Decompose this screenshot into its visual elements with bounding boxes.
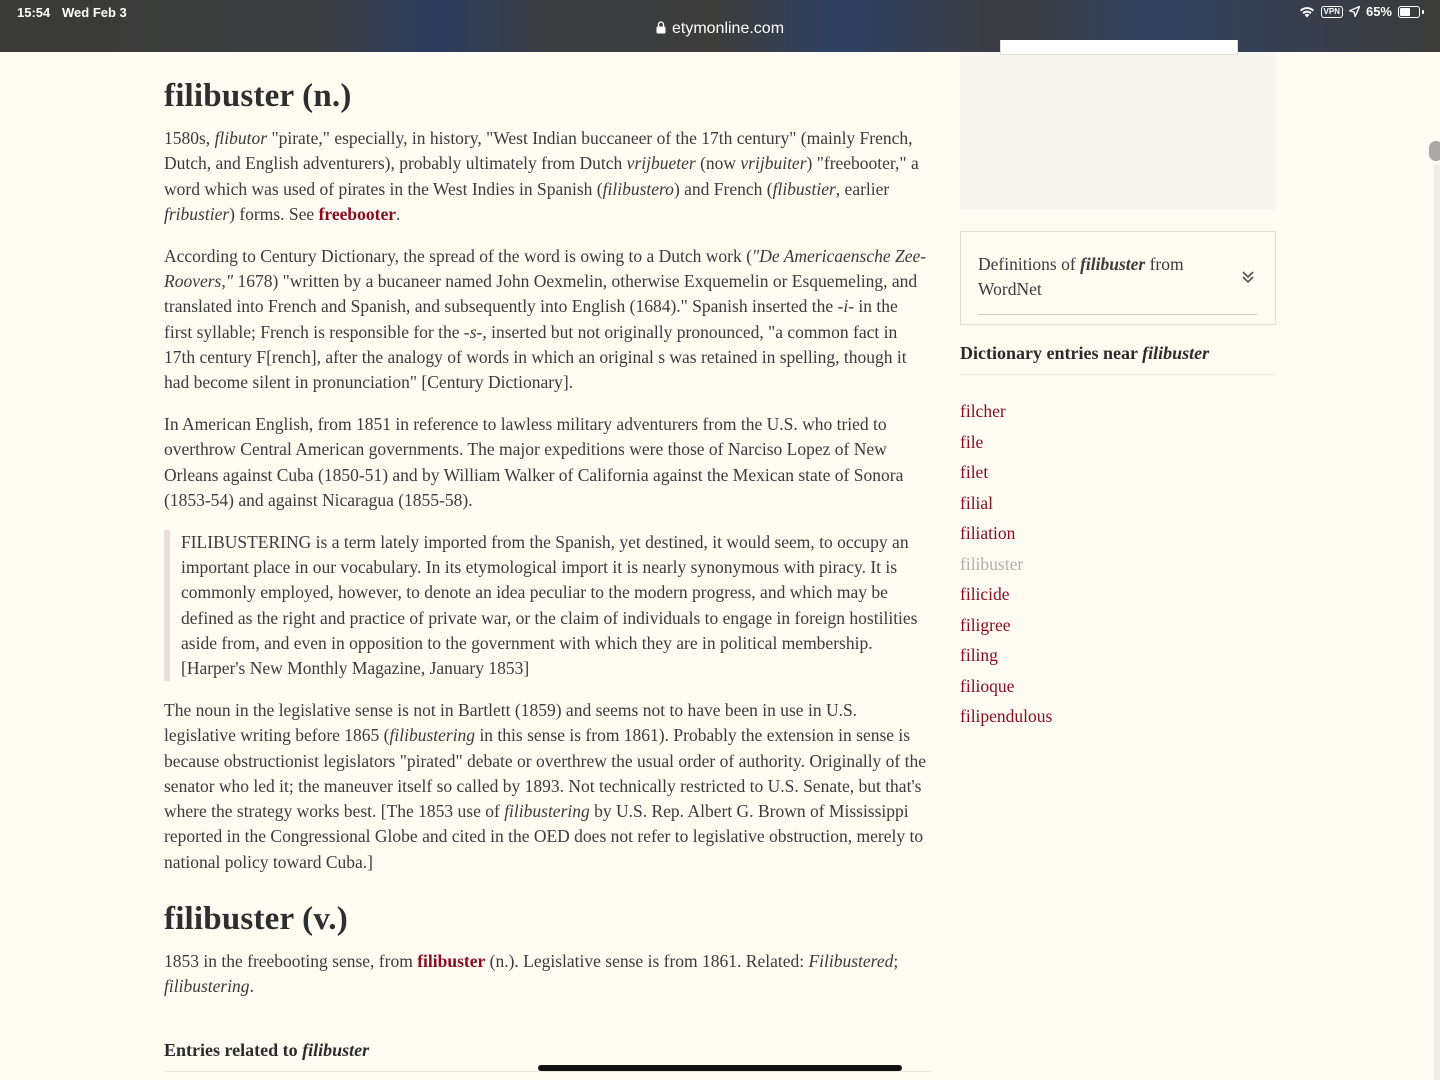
nearby-entries-heading: Dictionary entries near filibuster <box>960 343 1276 375</box>
nearby-entry-link[interactable]: filet <box>960 462 989 482</box>
etymology-paragraph-4: The noun in the legislative sense is not in Bartlett (1859) and seems not to have been in use in U.S. legislative writing before 1865 (filibustering in this sense is from 1861). Probably the extension in sense is because obstructionist legislators "pirated" debate or overthrew the usual order of authority. Originally of the senator who led it; the maneuver itself so called by 1893. Not technically restricted to U.S. Senate, but that's where the strategy works best. [The 1853 use of filibustering by U.S. Rep. Albert G. Brown of Mississippi reported in the Congressional Globe and cited in the OED does not refer to legislative obstruction, merely to national policy toward Cuba.] <box>164 699 927 872</box>
location-arrow-icon <box>1349 6 1360 17</box>
battery-percent: 65% <box>1365 4 1392 19</box>
battery-icon <box>1398 6 1420 18</box>
nearby-entry-link[interactable]: filing <box>960 645 998 665</box>
scrollbar-thumb[interactable] <box>1429 141 1440 161</box>
crossref-link-freebooter[interactable]: freebooter <box>318 203 397 224</box>
wordnet-divider <box>978 314 1257 315</box>
wifi-icon <box>1299 6 1315 18</box>
vpn-icon: VPN <box>1321 6 1343 18</box>
home-indicator[interactable] <box>538 1065 902 1071</box>
nearby-entry-link: filibuster <box>960 553 1024 574</box>
nearby-entry-link[interactable]: filiation <box>960 523 1016 543</box>
chevron-double-down-icon[interactable] <box>1241 270 1255 284</box>
nearby-entry-link[interactable]: filial <box>960 492 994 513</box>
etymology-paragraph-1: 1580s, flibutor "pirate," especially, in history, "West Indian buccaneer of the 17th century" (mainly French, Dutch, and English adventurers), probably ultimately from Dutch vrijbueter (now vrijbuiter) "freebooter," a word which was used of pirates in the West Indies in Spanish (filibustero) and French (flibustier, earlier fribustier) forms. See freebooter. <box>164 128 919 224</box>
etymology-paragraph-3: In American English, from 1851 in reference to lawless military adventurers from the U.S. who tried to overthrow Central American governments. The major expeditions were those of Narciso Lopez of New Orleans against Cuba (1850-51) and by William Walker of California against the Mexican state of Sonora (1853-54) and against Nicaragua (1855-58). <box>164 413 904 510</box>
entry-verb <box>164 899 930 1000</box>
url-text[interactable]: etymonline.com <box>671 20 785 37</box>
entry-noun <box>164 76 930 875</box>
status-date: Wed Feb 3 <box>62 5 127 20</box>
related-entries-heading: Entries related to filibuster <box>164 1040 932 1072</box>
entry-title-noun[interactable]: filibuster (n.) <box>164 78 352 114</box>
lock-icon <box>656 21 666 34</box>
crossref-link-filibuster[interactable]: filibuster <box>417 951 486 972</box>
address-bar[interactable] <box>0 20 1440 38</box>
nearby-entry-link[interactable]: filicide <box>960 584 1010 604</box>
quotation-blockquote: FILIBUSTERING is a term lately imported from the Spanish, yet destined, it would seem, to occupy an important place in our vocabulary. In its etymological import it is nearly synonymous with piracy. It is commonly employed, however, to denote an idea peculiar to the modern progress, and which may be defined as the right and practice of private war, or the claim of individuals to engage in foreign hostilities aside from, and even in opposition to the government with which they are in political membership. [Harper's New Monthly Magazine, January 1853] <box>164 530 930 682</box>
status-indicators <box>1299 4 1424 19</box>
ad-inner-box <box>1000 40 1238 55</box>
nearby-entry-link[interactable]: file <box>960 431 984 452</box>
nearby-entries-list <box>960 396 1052 732</box>
nearby-entry-link[interactable]: filipendulous <box>960 706 1053 726</box>
etymology-paragraph-2: According to Century Dictionary, the spread of the word is owing to a Dutch work ("De Americaensche Zee-Roovers," 1678) "written by a bucaneer named John Oexmelin, otherwise Exquemelin or Esquemeling, and translated into French and Spanish, and subsequently into English (1684)." Spanish inserted the -i- in the first syllable; French is responsible for the -s-, inserted but not originally pronounced, "a common fact in 17th century F[rench], after the analogy of words in which an original s was retained in spelling, though it had become silent in pronunciation" [Century Dictionary]. <box>164 245 927 393</box>
ad-placeholder <box>960 52 1276 209</box>
etymology-paragraph-verb: 1853 in the freebooting sense, from filibuster (n.). Legislative sense is from 1861. Related: Filibustered; filibustering. <box>164 951 899 997</box>
entry-title-verb[interactable]: filibuster (v.) <box>164 901 348 938</box>
scrollbar-track[interactable] <box>1434 165 1440 1080</box>
wordnet-definitions-toggle[interactable] <box>960 231 1276 325</box>
article-column <box>164 52 930 1016</box>
entry-body-noun <box>164 126 930 875</box>
wordnet-label: Definitions of filibuster from WordNet <box>978 254 1184 300</box>
entry-body-verb <box>164 949 930 1000</box>
nearby-entry-link[interactable]: filioque <box>960 675 1015 696</box>
battery-tip <box>1422 10 1424 14</box>
status-time: 15:54 <box>17 5 51 20</box>
nearby-entry-link[interactable]: filigree <box>960 614 1011 635</box>
nearby-entry-link[interactable]: filcher <box>960 401 1006 421</box>
